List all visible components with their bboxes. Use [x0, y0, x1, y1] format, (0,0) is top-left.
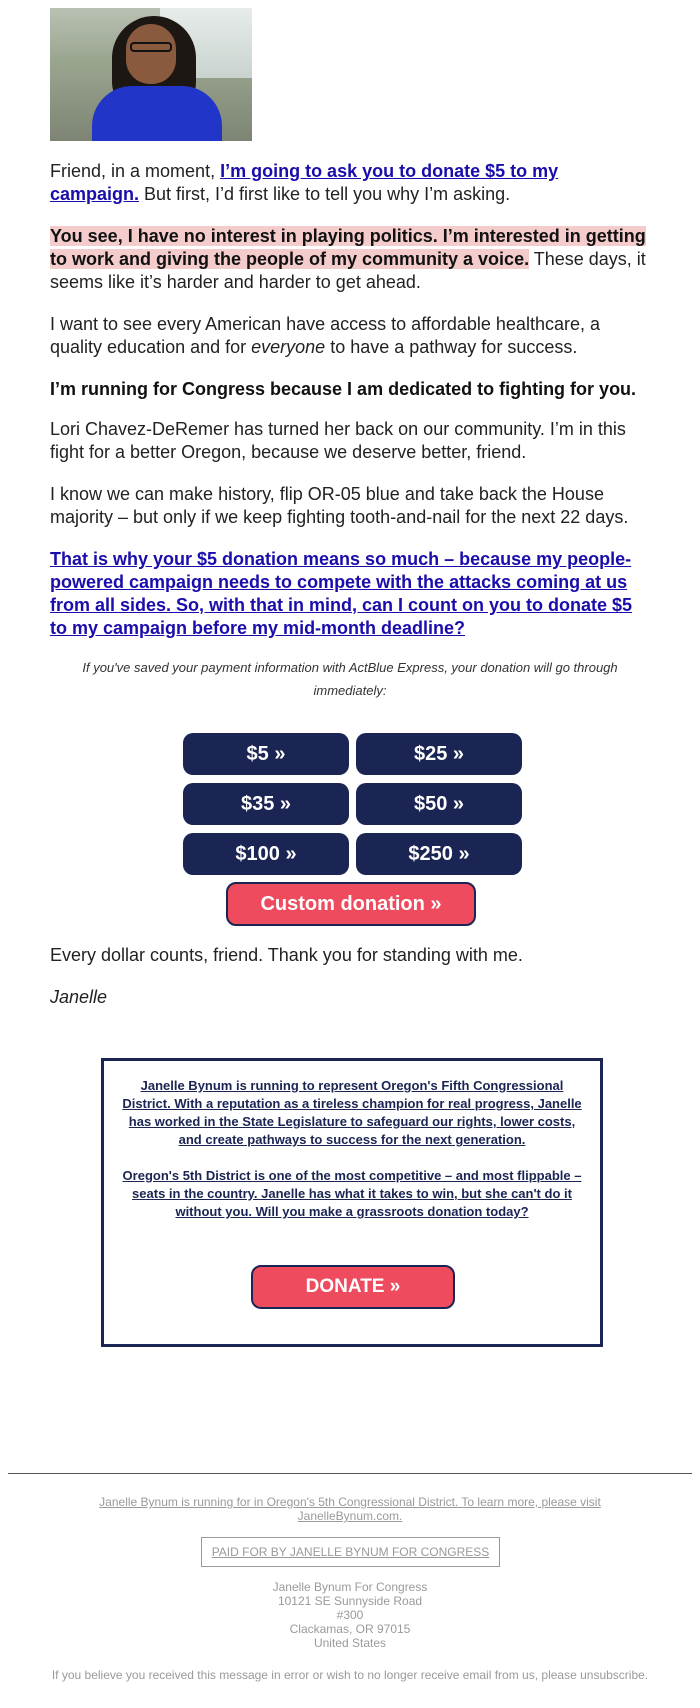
box-appeal-link[interactable]: Oregon's 5th District is one of the most competitive – and most flippable – seats in the country. Janelle has what it takes to win, but she can't do it without you. Will you make a grassroots donation today?	[122, 1168, 582, 1219]
paid-for-disclaimer: PAID FOR BY JANELLE BYNUM FOR CONGRESS	[201, 1537, 500, 1567]
donate-link-intro[interactable]: I’m going to ask you to donate $5 to my campaign.	[50, 161, 559, 204]
donate-50-button[interactable]: $50 »	[356, 783, 522, 825]
healthcare-paragraph: I want to see every American have access to affordable healthcare, a quality education and for everyone to have a pathway for success.	[50, 314, 600, 357]
signature: Janelle	[50, 987, 108, 1007]
footer-address-suite: #300	[336, 1608, 364, 1622]
custom-donation-button[interactable]: Custom donation »	[226, 882, 476, 926]
box-donate-button[interactable]: DONATE »	[251, 1265, 455, 1309]
footer-address-city: Clackamas, OR 97015	[289, 1622, 411, 1636]
donate-250-button[interactable]: $250 »	[356, 833, 522, 875]
footer-address-country: United States	[313, 1636, 387, 1650]
intro-paragraph: Friend, in a moment, I’m going to ask you to donate $5 to my campaign. But first, I’d first like to tell you why I’m asking.	[50, 161, 559, 204]
candidate-info-box	[101, 1058, 603, 1347]
footer-learn-more-link[interactable]: Janelle Bynum is running for in Oregon's 5th Congressional District. To learn more, please visit JanelleBynum.com.	[99, 1495, 601, 1523]
history-paragraph: I know we can make history, flip OR-05 blue and take back the House majority – but only if we keep fighting tooth-and-nail for the next 22 days.	[50, 484, 629, 527]
footer-address-street: 10121 SE Sunnyside Road	[277, 1594, 423, 1608]
donate-5-button[interactable]: $5 »	[183, 733, 349, 775]
donation-ask-link[interactable]: That is why your $5 donation means so much – because my people-powered campaign needs to compete with the attacks coming at us from all sides. So, with that in mind, can I count on you to donate $5 to my campaign before my mid-month deadline?	[50, 549, 633, 638]
candidate-photo	[50, 8, 252, 141]
donate-100-button[interactable]: $100 »	[183, 833, 349, 875]
box-bio-link[interactable]: Janelle Bynum is running to represent Oregon's Fifth Congressional District. With a reputation as a tireless champion for real progress, Janelle has worked in the State Legislature to safeguard our rights, lower costs, and create pathways to success for the next generation.	[122, 1078, 582, 1147]
congress-paragraph: I’m running for Congress because I am dedicated to fighting for you.	[50, 379, 637, 399]
politics-paragraph: You see, I have no interest in playing politics. I’m interested in getting to work and giving the people of my community a voice. These days, it seems like it’s harder and harder to get ahead.	[50, 226, 646, 292]
actblue-note: If you've saved your payment information with ActBlue Express, your donation will go through immediately:	[82, 660, 618, 698]
closing-line: Every dollar counts, friend. Thank you for standing with me.	[50, 945, 523, 965]
unsubscribe-text[interactable]: If you believe you received this message in error or wish to no longer receive email from us, please unsubscribe.	[51, 1668, 649, 1682]
donate-35-button[interactable]: $35 »	[183, 783, 349, 825]
footer-address-name: Janelle Bynum For Congress	[272, 1580, 428, 1594]
donate-25-button[interactable]: $25 »	[356, 733, 522, 775]
footer-divider	[8, 1473, 692, 1474]
highlight-text: You see, I have no interest in playing politics. I’m interested in getting to work and giving the people of my community a voice.	[50, 226, 646, 269]
opponent-paragraph: Lori Chavez-DeRemer has turned her back on our community. I’m in this fight for a better Oregon, because we deserve better, friend.	[50, 419, 626, 462]
